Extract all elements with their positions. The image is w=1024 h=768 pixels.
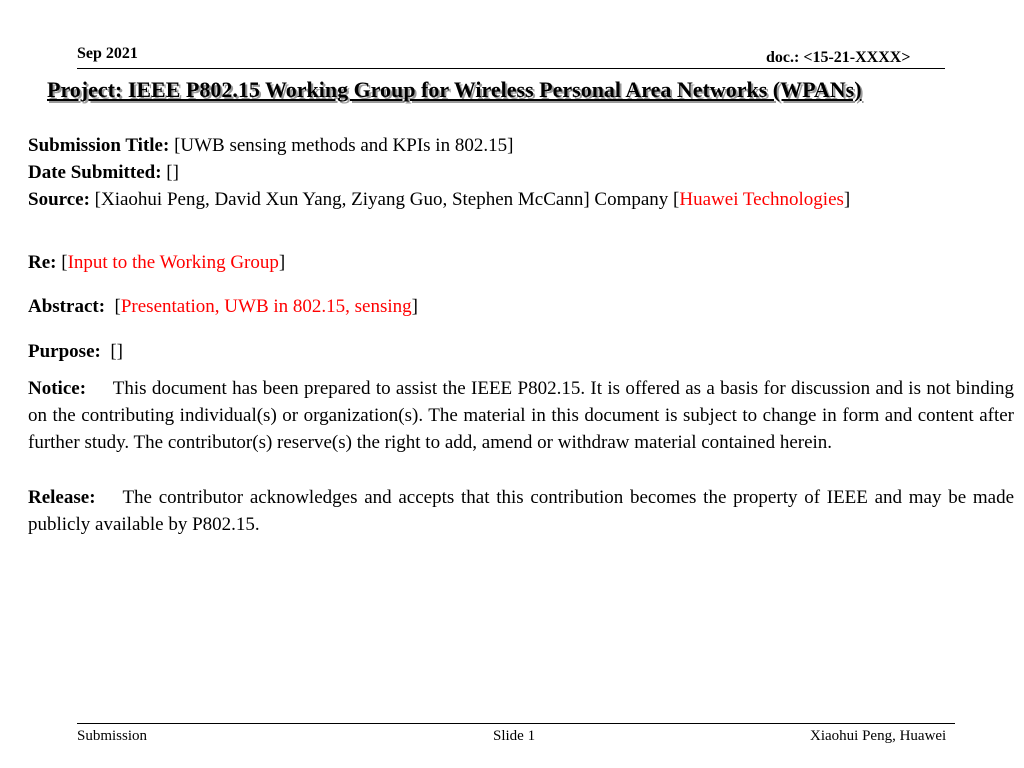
header-divider bbox=[77, 68, 945, 69]
purpose-line bbox=[28, 341, 123, 363]
purpose-label: Purpose: bbox=[28, 341, 101, 362]
abstract-label: Abstract: bbox=[28, 296, 106, 317]
source-close: ] bbox=[843, 189, 851, 210]
header-doc-id: doc.: <15-21-XXXX> bbox=[766, 49, 911, 66]
submission-title-value: [UWB sensing methods and KPIs in 802.15] bbox=[174, 135, 514, 156]
release-text: The contributor acknowledges and accepts that this contribution becomes the property of IEEE and may be made publicly available by P802.15. bbox=[28, 487, 1015, 535]
purpose-value: [] bbox=[110, 341, 123, 362]
abstract-open: [ bbox=[114, 296, 121, 317]
re-label: Re: bbox=[28, 252, 57, 273]
source-label: Source: bbox=[28, 189, 90, 210]
notice-text: This document has been prepared to assist the IEEE P802.15. It is offered as a basis for discussion and is not binding on the contributing individual(s) or organization(s). The material in this document is subject to change in form and content after further study. The contributor(s) reserve(s) the right to add, amend or withdraw material contained herein. bbox=[28, 378, 1014, 453]
source-line bbox=[28, 189, 850, 211]
date-submitted-label: Date Submitted: bbox=[28, 162, 162, 183]
footer-slide-number: Slide 1 bbox=[493, 728, 536, 744]
date-submitted-value: [] bbox=[166, 162, 179, 183]
abstract-close: ] bbox=[411, 296, 418, 317]
re-line bbox=[28, 252, 285, 274]
re-close: ] bbox=[278, 252, 286, 273]
header-date: Sep 2021 bbox=[77, 45, 138, 62]
notice-label: Notice: bbox=[28, 378, 87, 399]
footer-author: Xiaohui Peng, Huawei bbox=[810, 728, 947, 744]
re-value: Input to the Working Group bbox=[67, 252, 279, 273]
release-paragraph bbox=[28, 484, 1014, 538]
abstract-line bbox=[28, 296, 418, 318]
notice-paragraph bbox=[28, 375, 1014, 456]
footer-divider bbox=[77, 723, 955, 724]
source-company: Huawei Technologies bbox=[679, 189, 844, 210]
footer-submission: Submission bbox=[77, 728, 148, 744]
submission-title-line bbox=[28, 135, 513, 157]
re-open: [ bbox=[61, 252, 68, 273]
submission-title-label: Submission Title: bbox=[28, 135, 170, 156]
source-value: [Xiaohui Peng, David Xun Yang, Ziyang Guo, Stephen McCann] Company [ bbox=[94, 189, 680, 210]
release-label: Release: bbox=[28, 487, 96, 508]
abstract-value: Presentation, UWB in 802.15, sensing bbox=[120, 296, 412, 317]
project-title: Project: IEEE P802.15 Working Group for Wireless Personal Area Networks (WPANs) bbox=[47, 77, 862, 102]
date-submitted-line bbox=[28, 162, 179, 184]
